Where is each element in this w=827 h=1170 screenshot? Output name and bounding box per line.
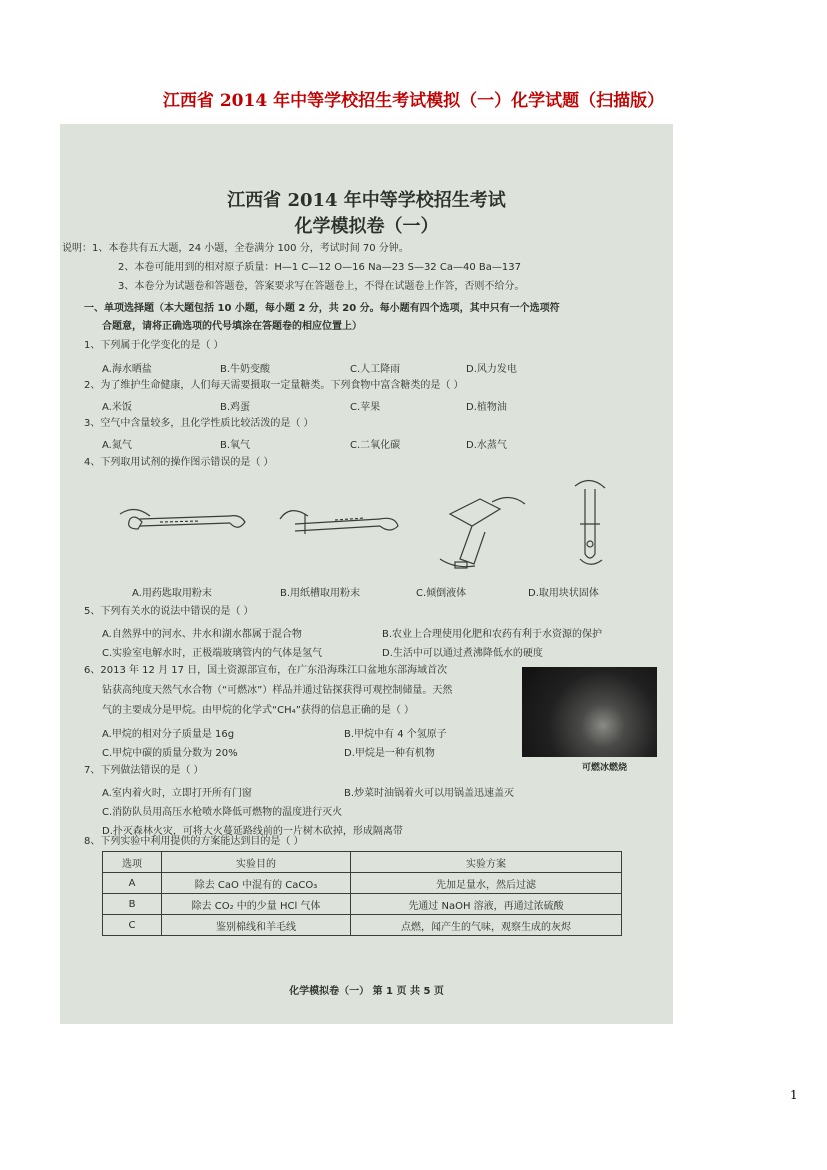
table-cell: B [103, 894, 162, 915]
table-cell: 先加足量水，然后过滤 [351, 873, 622, 894]
pouring-liquid-figure [440, 497, 525, 568]
spatula-powder-figure [120, 509, 245, 529]
photo-caption: 可燃冰燃烧 [582, 763, 628, 773]
q5-stem: 5、下列有关水的说法中错误的是（ ） [84, 606, 254, 617]
q7-stem: 7、下列做法错误的是（ ） [84, 765, 204, 776]
table-row [103, 915, 622, 936]
q1-option-c: C.人工降雨 [350, 364, 401, 375]
scanned-exam-page [60, 124, 673, 1024]
q1-option-d: D.风力发电 [466, 364, 517, 375]
q4-option-b: B.用纸槽取用粉末 [280, 588, 361, 599]
q3-option-c: C.二氧化碳 [350, 440, 401, 451]
q3-stem: 3、空气中含量较多，且化学性质比较活泼的是（ ） [84, 418, 314, 429]
q2-stem: 2、为了维护生命健康，人们每天需要摄取一定量糖类。下列食物中富含糖类的是（ ） [84, 380, 464, 391]
q8-stem: 8、下列实验中利用提供的方案能达到目的是（ ） [84, 836, 304, 847]
q5-option-c: C.实验室电解水时，正极端玻璃管内的气体是氢气 [102, 648, 323, 659]
q7-option-d: D.扑灭森林火灾，可将大火蔓延路线前的一片树木砍掉，形成隔离带 [102, 826, 403, 837]
q6-option-d: D.甲烷是一种有机物 [344, 748, 435, 759]
exam-title: 江西省 2014 年中等学校招生考试 [227, 190, 506, 211]
q5-option-b: B.农业上合理使用化肥和农药有利于水资源的保护 [382, 629, 603, 640]
q7-option-a: A.室内着火时，立即打开所有门窗 [102, 788, 252, 799]
q6-stem-line-3: 气的主要成分是甲烷。由甲烷的化学式“CH₄”获得的信息正确的是（ ） [102, 705, 415, 716]
q7-option-c: C.消防队员用高压水枪喷水降低可燃物的温度进行灭火 [102, 807, 343, 818]
table-cell: 先通过 NaOH 溶液，再通过浓硫酸 [351, 894, 622, 915]
q6-stem-line-1: 6、2013 年 12 月 17 日，国土资源部宣布，在广东沿海珠江口盆地东部海域首次 [84, 665, 448, 676]
q6-option-c: C.甲烷中碳的质量分数为 20% [102, 748, 238, 759]
q2-option-b: B.鸡蛋 [220, 402, 251, 413]
q2-option-a: A.米饭 [102, 402, 132, 413]
q4-option-a: A.用药匙取用粉末 [132, 588, 212, 599]
section-1-heading-cont: 合题意，请将正确选项的代号填涂在答题卷的相应位置上） [102, 321, 362, 332]
q7-option-b: B.炒菜时油锅着火可以用锅盖迅速盖灭 [344, 788, 515, 799]
table-cell: 鉴别棉线和羊毛线 [162, 915, 351, 936]
table-header-purpose: 实验目的 [162, 852, 351, 873]
table-row [103, 873, 622, 894]
q5-option-a: A.自然界中的河水、井水和湖水都属于混合物 [102, 629, 302, 640]
q2-option-c: C.苹果 [350, 402, 381, 413]
table-header-option: 选项 [103, 852, 162, 873]
q8-table [102, 851, 622, 936]
table-header-row [103, 852, 622, 873]
note-1: 说明：1、本卷共有五大题，24 小题，全卷满分 100 分，考试时间 70 分钟。 [62, 243, 409, 254]
exam-subtitle: 化学模拟卷（一） [294, 216, 439, 237]
paper-trough-figure [280, 511, 398, 534]
table-cell: 除去 CaO 中混有的 CaCO₃ [162, 873, 351, 894]
section-1-heading: 一、单项选择题（本大题包括 10 小题，每小题 2 分，共 20 分。每小题有四个选项，其中只有一个选项符 [84, 303, 560, 314]
q3-option-a: A.氮气 [102, 440, 132, 451]
q2-option-d: D.植物油 [466, 402, 507, 413]
burning-ice-photo [522, 667, 657, 757]
q4-illustrations [80, 474, 670, 574]
note-3: 3、本卷分为试题卷和答题卷，答案要求写在答题卷上，不得在试题卷上作答，否则不给分。 [118, 281, 525, 292]
q5-option-d: D.生活中可以通过煮沸降低水的硬度 [382, 648, 543, 659]
exam-page-footer: 化学模拟卷（一） 第 1 页 共 5 页 [289, 986, 444, 997]
q1-option-b: B.牛奶变酸 [220, 364, 271, 375]
page-number: 1 [790, 1088, 798, 1102]
block-solid-figure [575, 480, 605, 564]
q4-option-c: C.倾倒液体 [416, 588, 467, 599]
table-cell: C [103, 915, 162, 936]
q1-option-a: A.海水晒盐 [102, 364, 152, 375]
q1-stem: 1、下列属于化学变化的是（ ） [84, 340, 224, 351]
note-2: 2、本卷可能用到的相对原子质量：H—1 C—12 O—16 Na—23 S—32 Ca—40 Ba—137 [118, 262, 521, 273]
q6-option-a: A.甲烷的相对分子质量是 16g [102, 729, 235, 740]
table-header-plan: 实验方案 [351, 852, 622, 873]
q4-stem: 4、下列取用试剂的操作图示错误的是（ ） [84, 457, 274, 468]
q4-option-d: D.取用块状固体 [528, 588, 599, 599]
table-cell: A [103, 873, 162, 894]
q6-stem-line-2: 钻获高纯度天然气水合物（“可燃冰”）样品并通过钻探获得可观控制储量。天然 [102, 685, 453, 696]
q6-option-b: B.甲烷中有 4 个氢原子 [344, 729, 447, 740]
table-row [103, 894, 622, 915]
table-cell: 点燃，闻产生的气味，观察生成的灰烬 [351, 915, 622, 936]
document-title: 江西省 2014 年中等学校招生考试模拟（一）化学试题（扫描版） [162, 91, 665, 111]
q3-option-b: B.氧气 [220, 440, 251, 451]
q3-option-d: D.水蒸气 [466, 440, 507, 451]
table-cell: 除去 CO₂ 中的少量 HCl 气体 [162, 894, 351, 915]
